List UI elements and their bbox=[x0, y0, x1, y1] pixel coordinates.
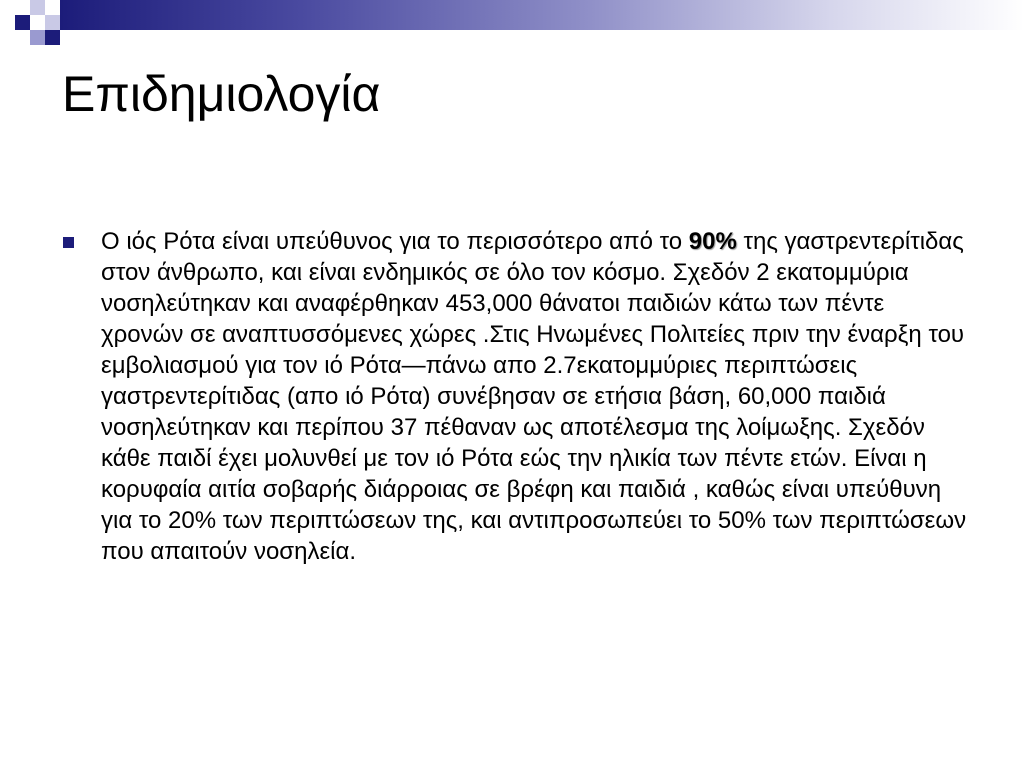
header-gradient-bar bbox=[60, 0, 1024, 30]
highlight-percentage: 90% bbox=[688, 228, 737, 255]
corner-square-light bbox=[45, 15, 60, 30]
corner-square-mid bbox=[30, 30, 45, 45]
slide-body-paragraph bbox=[101, 226, 971, 567]
body-text-rest: της γαστρεντερίτιδας στον άνθρωπο, και είναι ενδημικός σε όλο τον κόσμο. Σχεδόν 2 εκατομμύρια νοσηλεύτηκαν και αναφέρθηκαν 453,000 θάνατοι παιδιών κάτω των πέντε χρονών σε αναπτυσσόμενες χώρες .Στις Ηνωμένες Πολιτείες πριν την έναρξη του εμβολιασμού για τον ιό Ρότα—πάνω απο 2.7εκατομμύριες περιπτώσεις γαστρεντερίτιδας (απο ιό Ρότα) συνέβησαν σε ετήσια βάση, 60,000 παιδιά νοσηλεύτηκαν και περίπου 37 πέθαναν ως αποτέλεσμα της λοίμωξης. Σχεδόν κάθε παιδί έχει μολυνθεί με τον ιό Ρότα εώς την ηλικία των πέντε ετών. Είναι η κορυφαία αιτία σοβαρής διάρροιας σε βρέφη και παιδιά , καθώς είναι υπεύθυνη για το 20% των περιπτώσεων της, και αντιπροσωπεύει το 50% των περιπτώσεων που απαιτούν νοσηλεία. bbox=[101, 228, 967, 565]
body-text-lead: Ο ιός Ρότα είναι υπεύθυνος για το περισσότερο από το bbox=[101, 228, 689, 255]
corner-square-navy bbox=[15, 15, 30, 30]
slide-title: Επιδημιολογία bbox=[62, 66, 381, 122]
corner-square-navy bbox=[45, 30, 60, 45]
corner-square-light bbox=[30, 0, 45, 15]
square-bullet-icon bbox=[63, 237, 74, 248]
